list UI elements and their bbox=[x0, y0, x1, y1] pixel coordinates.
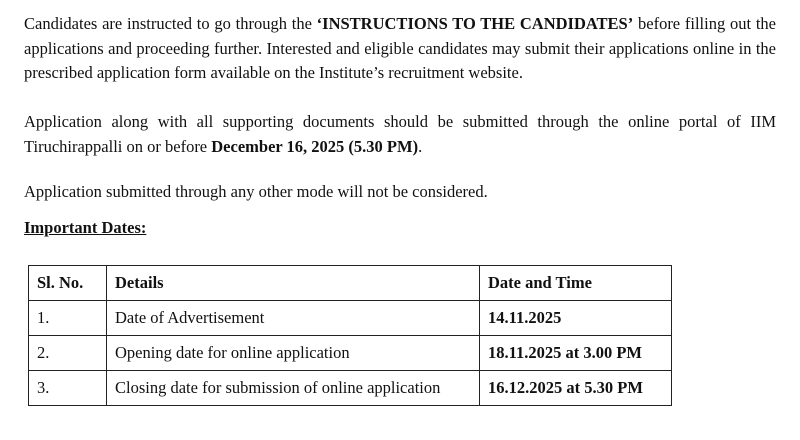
important-dates-heading: Important Dates: bbox=[24, 218, 147, 237]
deadline: December 16, 2025 (5.30 PM) bbox=[211, 136, 419, 156]
details-cell: Closing date for submission of online application bbox=[107, 371, 480, 406]
text: Candidates are instructed to go through the bbox=[24, 14, 317, 33]
submission-paragraph bbox=[24, 110, 776, 159]
table-row bbox=[29, 336, 672, 371]
serial-cell: 2. bbox=[29, 336, 107, 371]
details-cell: Date of Advertisement bbox=[107, 301, 480, 336]
text: before filling out the applications and proceeding further. Interested and eligible candidates may submit their applications online in the prescribed application form available on the Institute’s recruitment website. bbox=[24, 14, 776, 82]
instructions-paragraph bbox=[24, 12, 776, 86]
date-cell: 14.11.2025 bbox=[480, 301, 672, 336]
important-dates-table bbox=[28, 265, 672, 406]
details-cell: Opening date for online application bbox=[107, 336, 480, 371]
text: . bbox=[418, 136, 423, 156]
serial-cell: 1. bbox=[29, 301, 107, 336]
table-header-row bbox=[29, 266, 672, 301]
instructions-reference: ‘INSTRUCTIONS TO THE CANDIDATES’ bbox=[316, 14, 634, 33]
header-cell: Sl. No. bbox=[29, 266, 107, 301]
header-cell: Details bbox=[107, 266, 480, 301]
serial-cell: 3. bbox=[29, 371, 107, 406]
other-mode-paragraph: Application submitted through any other mode will not be considered. bbox=[24, 182, 488, 201]
table-row bbox=[29, 371, 672, 406]
table-row bbox=[29, 301, 672, 336]
text: Application along with all supporting documents should be submitted through the online portal of IIM Tiruchirappalli on or before bbox=[24, 112, 776, 156]
header-cell: Date and Time bbox=[480, 266, 672, 301]
date-cell: 18.11.2025 at 3.00 PM bbox=[480, 336, 672, 371]
date-cell: 16.12.2025 at 5.30 PM bbox=[480, 371, 672, 406]
